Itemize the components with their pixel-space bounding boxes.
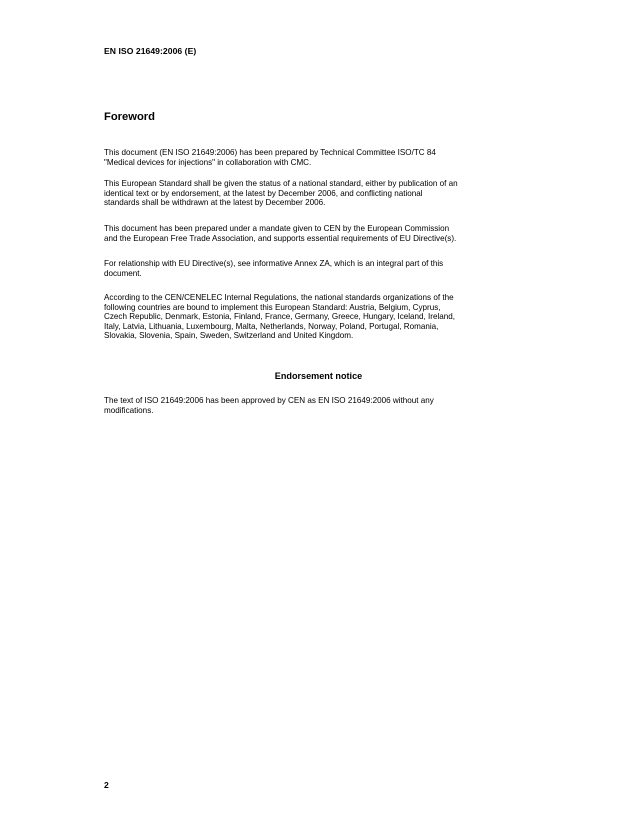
endorsement-paragraph xyxy=(104,396,544,415)
paragraph-line: Slovakia, Slovenia, Spain, Sweden, Switzerland and United Kingdom. xyxy=(104,331,354,341)
document-header: EN ISO 21649:2006 (E) xyxy=(104,46,197,56)
paragraph-line: The text of ISO 21649:2006 has been approved by CEN as EN ISO 21649:2006 without any xyxy=(104,396,434,405)
foreword-heading: Foreword xyxy=(104,111,155,123)
paragraph-line: following countries are bound to implement this European Standard: Austria, Belgium, Cyprus, xyxy=(104,302,441,312)
endorsement-heading: Endorsement notice xyxy=(274,371,363,381)
paragraph-line: standards shall be withdrawn at the latest by December 2006. xyxy=(104,198,326,208)
paragraph-line: For relationship with EU Directive(s), see informative Annex ZA, which is an integral part of this xyxy=(104,259,444,268)
paragraph-line: This document has been prepared under a mandate given to CEN by the European Commission xyxy=(104,224,450,233)
foreword-paragraph-4 xyxy=(104,259,544,278)
paragraph-line: modifications. xyxy=(104,405,154,415)
paragraph-line: document. xyxy=(104,268,142,278)
paragraph-line: "Medical devices for injections" in collaboration with CMC. xyxy=(104,157,312,167)
paragraph-line: According to the CEN/CENELEC Internal Regulations, the national standards organizations of the xyxy=(104,293,454,302)
foreword-paragraph-3 xyxy=(104,224,544,243)
paragraph-line: Czech Republic, Denmark, Estonia, Finland, France, Germany, Greece, Hungary, Iceland, Ireland, xyxy=(104,312,456,322)
paragraph-line: Italy, Latvia, Lithuania, Luxembourg, Malta, Netherlands, Norway, Poland, Portugal, Romania, xyxy=(104,321,439,331)
paragraph-line: and the European Free Trade Association, and supports essential requirements of EU Directive(s). xyxy=(104,233,457,243)
foreword-paragraph-2 xyxy=(104,179,544,208)
foreword-paragraph-5 xyxy=(104,293,544,341)
paragraph-line: This document (EN ISO 21649:2006) has been prepared by Technical Committee ISO/TC 84 xyxy=(104,148,436,157)
foreword-paragraph-1 xyxy=(104,148,544,167)
paragraph-line: identical text or by endorsement, at the latest by December 2006, and conflicting national xyxy=(104,188,423,198)
paragraph-line: This European Standard shall be given the status of a national standard, either by publication of an xyxy=(104,179,458,188)
page-number: 2 xyxy=(104,780,109,790)
